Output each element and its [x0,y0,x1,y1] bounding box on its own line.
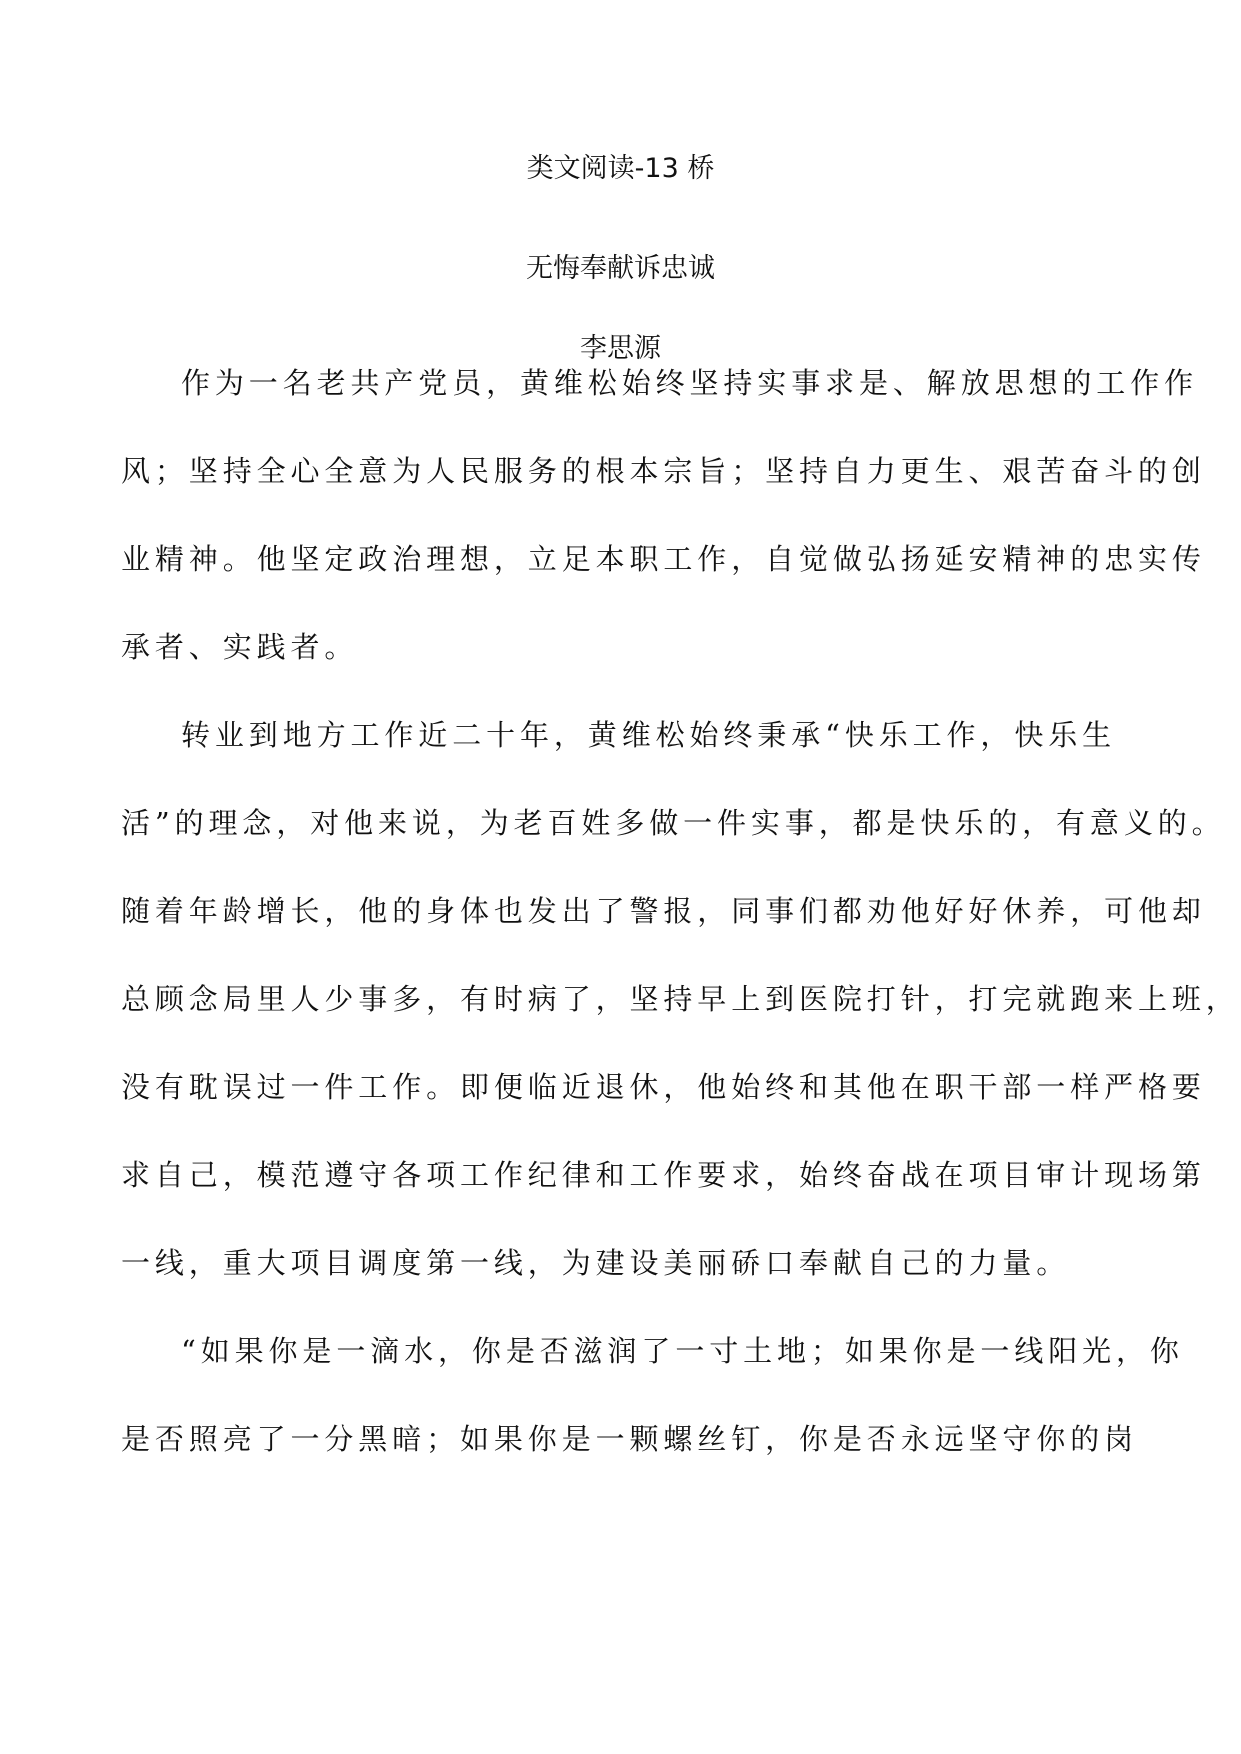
paragraph-line: 作为一名老共产党员，黄维松始终坚持实事求是、解放思想的工作作 [181,366,1199,400]
paragraph-line: 是否照亮了一分黑暗；如果你是一颗螺丝钉，你是否永远坚守你的岗 [121,1422,1139,1456]
paragraph-line: 活”的理念，对他来说，为老百姓多做一件实事，都是快乐的，有意义的。 [121,806,1226,840]
paragraph-line: 风；坚持全心全意为人民服务的根本宗旨；坚持自力更生、艰苦奋斗的创 [121,454,1206,488]
paragraph-line: 没有耽误过一件工作。即便临近退休，他始终和其他在职干部一样严格要 [121,1070,1206,1104]
paragraph-line: 承者、实践者。 [121,630,359,664]
article-title: 无悔奉献诉忠诚 [526,253,715,284]
paragraph-line: “如果你是一滴水，你是否滋润了一寸土地；如果你是一线阳光，你 [181,1334,1184,1368]
paragraph-line: 一线，重大项目调度第一线，为建设美丽硚口奉献自己的力量。 [121,1246,1071,1280]
article-author: 李思源 [580,333,661,364]
paragraph-line: 总顾念局里人少事多，有时病了，坚持早上到医院打针，打完就跑来上班， [121,982,1240,1016]
paragraph-line: 业精神。他坚定政治理想，立足本职工作，自觉做弘扬延安精神的忠实传 [121,542,1206,576]
paragraph-line: 求自己，模范遵守各项工作纪律和工作要求，始终奋战在项目审计现场第 [121,1158,1206,1192]
paragraph-line: 随着年龄增长，他的身体也发出了警报，同事们都劝他好好休养，可他却 [121,894,1206,928]
paragraph-line: 转业到地方工作近二十年，黄维松始终秉承“快乐工作，快乐生 [181,718,1117,752]
document-title: 类文阅读-13 桥 [526,153,715,184]
